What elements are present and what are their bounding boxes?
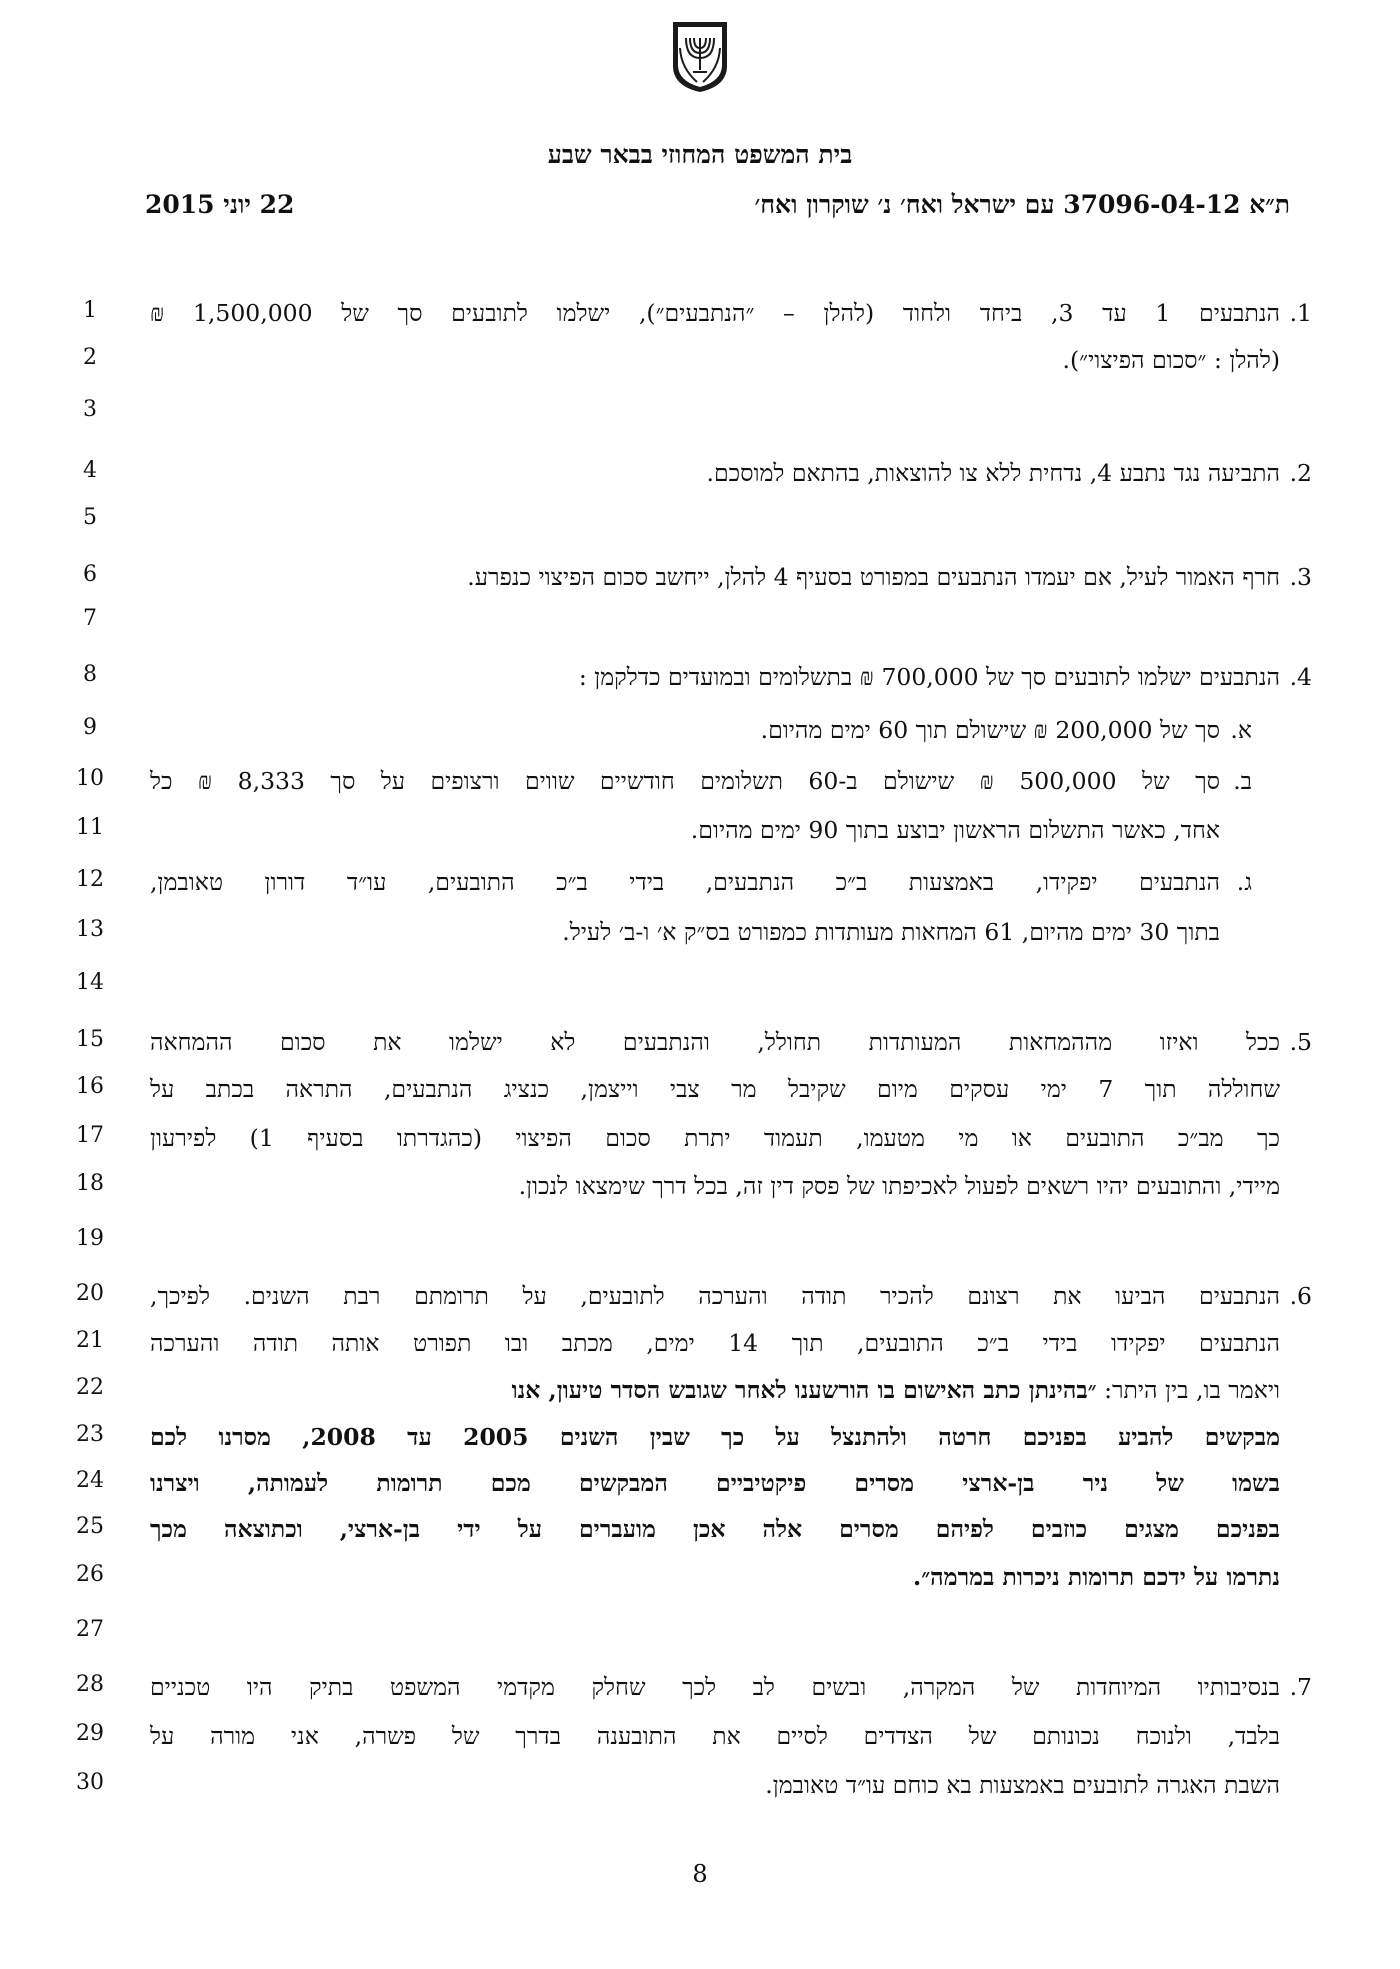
- line-number: 10: [76, 766, 104, 791]
- subsection-c-line: ג. הנתבעים יפקידו, באמצעות ב״כ הנתבעים, בידי ב״כ התובעים, עו״ד דורון טאובמן,: [150, 862, 1280, 902]
- case-title: ת״א 37096-04-12 עם ישראל ואח׳ נ׳ שוקרון ואח׳: [754, 190, 1290, 219]
- quoted-apology-line: בפניכם מצגים כוזבים לפיהם מסרים אלה אכן מועברים על ידי בן-ארצי, וכתוצאה מכך: [150, 1515, 1280, 1543]
- line-number: 16: [76, 1074, 104, 1099]
- state-emblem-icon: [669, 18, 731, 94]
- line-number: 12: [76, 867, 104, 892]
- paragraph-5-line: שחוללה תוך 7 ימי עסקים מיום שקיבל מר צבי וייצמן, כנציג הנתבעים, התראה בכתב על: [150, 1075, 1280, 1103]
- line-number: 14: [76, 970, 104, 995]
- paragraph-5-line: 5. ככל ואיזו מההמחאות המעותדות תחולל, והנתבעים לא ישלמו את סכום ההמחאה: [150, 1022, 1280, 1062]
- paragraph-number: 2.: [1289, 459, 1312, 487]
- line-number: 13: [76, 917, 104, 942]
- subsection-a-line: א. סך של 200,000 ₪ שישולם תוך 60 ימים מהיום.: [150, 710, 1280, 750]
- line-number: 21: [76, 1328, 104, 1353]
- line-number: 2: [83, 345, 97, 370]
- line-number: 1: [83, 298, 97, 323]
- line-number: 11: [76, 815, 104, 840]
- paragraph-5-line: מיידי, והתובעים יהיו רשאים לפעול לאכיפתו של פסק דין זה, בכל דרך שימצאו לנכון.: [518, 1172, 1280, 1200]
- line-number: 30: [76, 1770, 104, 1795]
- quoted-apology-line: נתרמו על ידכם תרומות ניכרות במרמה״.: [913, 1563, 1280, 1591]
- paragraph-4-line: 4. הנתבעים ישלמו לתובעים סך של 700,000 ₪ בתשלומים ובמועדים כדלקמן :: [150, 657, 1280, 697]
- quoted-apology: ״בהינתן כתב האישום בו הורשענו לאחר שגובש הסדר טיעון, אנו: [511, 1376, 1097, 1404]
- paragraph-number: 5.: [1289, 1028, 1312, 1056]
- paragraph-3-line: 3. חרף האמור לעיל, אם יעמדו הנתבעים במפורט בסעיף 4 להלן, ייחשב סכום הפיצוי כנפרע.: [150, 557, 1280, 597]
- paragraph-5-line: כך מב״כ התובעים או מי מטעמו, תעמוד יתרת סכום הפיצוי (כהגדרתו בסעיף 1) לפירעון: [150, 1124, 1280, 1152]
- subsection-c-line: בתוך 30 ימים מהיום, 61 המחאות מעותדות כמפורט בס״ק א׳ ו-ב׳ לעיל.: [562, 918, 1220, 946]
- paragraph-number: 7.: [1289, 1673, 1312, 1701]
- paragraph-7-line: בלבד, ולנוכח נכונותם של הצדדים לסיים את התובענה בדרך של פשרה, אני מורה על: [150, 1722, 1280, 1750]
- paragraph-7-line: השבת האגרה לתובעים באמצעות בא כוחם עו״ד טאובמן.: [765, 1771, 1280, 1799]
- case-date: 22 יוני 2015: [145, 190, 295, 219]
- line-number: 5: [83, 505, 97, 530]
- line-number: 8: [83, 662, 97, 687]
- case-header: [145, 190, 1290, 226]
- subsection-b-line: אחד, כאשר התשלום הראשון יבוצע בתוך 90 ימים מהיום.: [690, 816, 1220, 844]
- subsection-number: ג.: [1236, 868, 1252, 896]
- page-number: 8: [692, 1860, 708, 1888]
- paragraph-2-line: 2. התביעה נגד נתבע 4, נדחית ללא צו להוצאות, בהתאם למוסכם.: [150, 453, 1280, 493]
- line-number: 24: [76, 1468, 104, 1493]
- paragraph-1-line: 1. הנתבעים 1 עד 3, ביחד ולחוד (להלן – ״הנתבעים״), ישלמו לתובעים סך של 1,500,000 ₪: [150, 293, 1280, 333]
- paragraph-6-line: הנתבעים יפקידו בידי ב״כ התובעים, תוך 14 ימים, מכתב ובו תפורט אותה תודה והערכה: [150, 1329, 1280, 1357]
- paragraph-number: 4.: [1289, 663, 1312, 691]
- line-number: 25: [76, 1514, 104, 1539]
- line-number: 18: [76, 1171, 104, 1196]
- subsection-b-line: ב. סך של 500,000 ₪ שישולם ב-60 תשלומים חודשיים שווים ורצופים על סך 8,333 ₪ כל: [150, 761, 1280, 801]
- line-number: 6: [83, 562, 97, 587]
- paragraph-7-line: 7. בנסיבותיו המיוחדות של המקרה, ובשים לב לכך שחלק מקדמי המשפט בתיק היו טכניים: [150, 1667, 1280, 1707]
- paragraph-number: 6.: [1289, 1282, 1312, 1310]
- line-number: 19: [76, 1226, 104, 1251]
- subsection-number: ב.: [1233, 767, 1252, 795]
- court-name: בית המשפט המחוזי בבאר שבע: [547, 140, 853, 169]
- paragraph-number: 1.: [1289, 299, 1312, 327]
- line-number: 26: [76, 1562, 104, 1587]
- line-number: 3: [83, 397, 97, 422]
- line-number: 23: [76, 1422, 104, 1447]
- line-number: 27: [76, 1617, 104, 1642]
- paragraph-number: 3.: [1289, 563, 1312, 591]
- line-number: 22: [76, 1375, 104, 1400]
- line-number: 9: [83, 715, 97, 740]
- line-number: 28: [76, 1672, 104, 1697]
- paragraph-6-line: 6. הנתבעים הביעו את רצונם להכיר תודה והערכה לתובעים, על תרומתם רבת השנים. לפיכך,: [150, 1276, 1280, 1316]
- line-number: 20: [76, 1281, 104, 1306]
- paragraph-1-line: (להלן : ״סכום הפיצוי״).: [1062, 346, 1280, 374]
- quoted-apology-line: בשמו של ניר בן-ארצי מסרים פיקטיביים המבקשים מכם תרומות לעמותה, ויצרנו: [150, 1469, 1280, 1497]
- line-number: 29: [76, 1721, 104, 1746]
- line-number: 15: [76, 1027, 104, 1052]
- line-number: 17: [76, 1123, 104, 1148]
- paragraph-6-line: ויאמר בו, בין היתר: ״בהינתן כתב האישום בו הורשענו לאחר שגובש הסדר טיעון, אנו: [511, 1376, 1280, 1404]
- quoted-apology-line: מבקשים להביע בפניכם חרטה ולהתנצל על כך שבין השנים 2005 עד 2008, מסרנו לכם: [150, 1423, 1281, 1451]
- line-number: 4: [83, 458, 97, 483]
- subsection-number: א.: [1230, 716, 1252, 744]
- line-number: 7: [83, 606, 97, 631]
